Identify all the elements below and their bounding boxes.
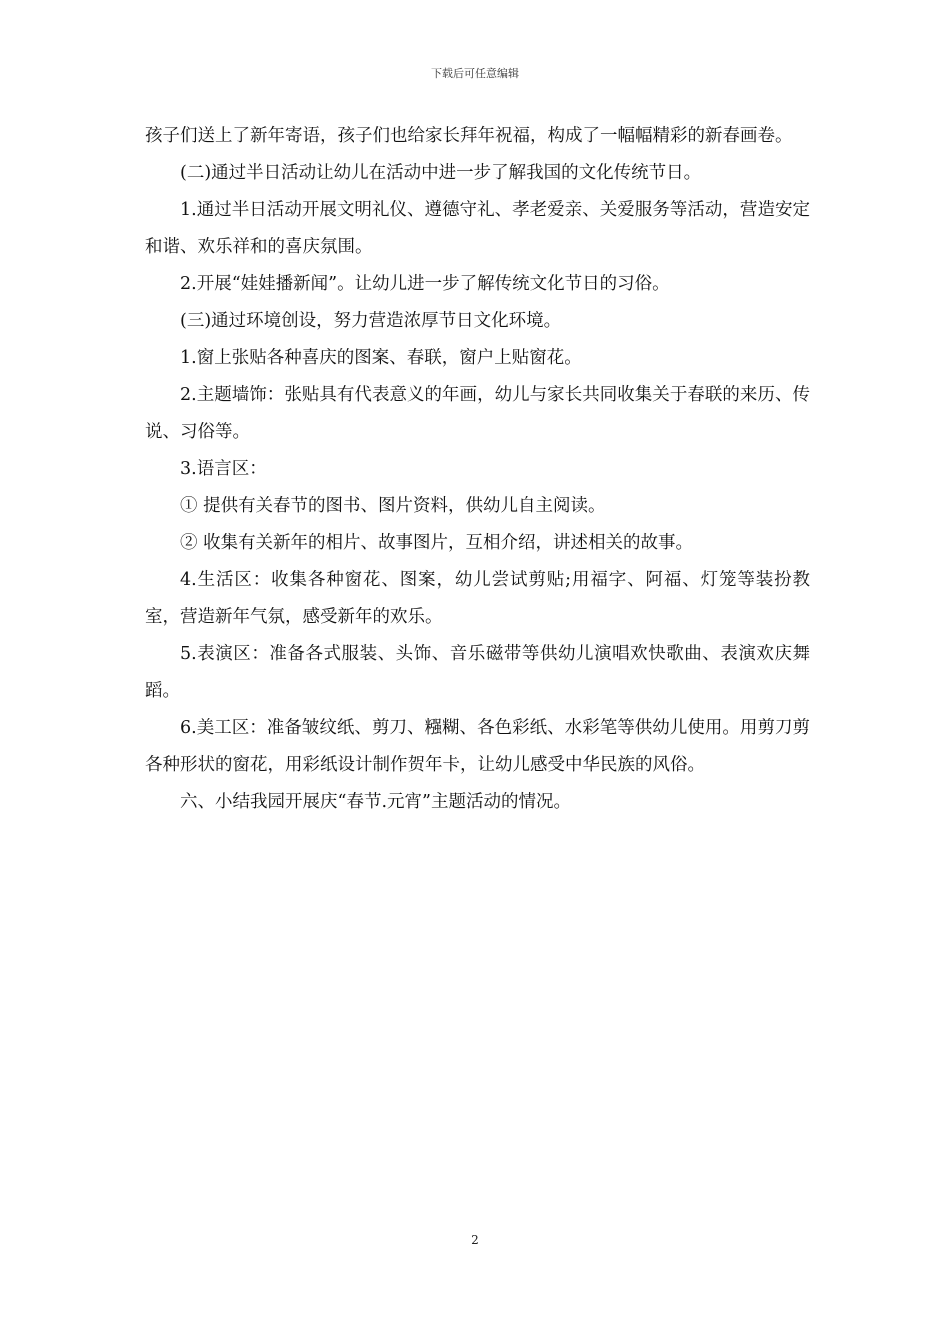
page-header: 下载后可任意编辑 bbox=[431, 67, 519, 80]
paragraph-10: ② 收集有关新年的相片、故事图片，互相介绍，讲述相关的故事。 bbox=[180, 533, 694, 553]
paragraph-2: (二)通过半日活动让幼儿在活动中进一步了解我国的文化传统节日。 bbox=[180, 163, 702, 183]
paragraph-1: 孩子们送上了新年寄语，孩子们也给家长拜年祝福，构成了一幅幅精彩的新春画卷。 bbox=[145, 126, 793, 146]
paragraph-8: 3.语言区： bbox=[180, 459, 267, 479]
page-number: 2 bbox=[471, 1233, 479, 1247]
paragraph-5: (三)通过环境创设，努力营造浓厚节日文化环境。 bbox=[180, 311, 562, 331]
paragraph-4: 2.开展“娃娃播新闻”。让幼儿进一步了解传统文化节日的习俗。 bbox=[180, 274, 670, 294]
paragraph-9: ① 提供有关春节的图书、图片资料，供幼儿自主阅读。 bbox=[180, 496, 606, 516]
paragraph-6: 1.窗上张贴各种喜庆的图案、春联，窗户上贴窗花。 bbox=[180, 348, 582, 368]
paragraph-7: 2.主题墙饰：张贴具有代表意义的年画，幼儿与家长共同收集关于春联的来历、传说、习俗等。 bbox=[145, 385, 810, 442]
paragraph-3: 1.通过半日活动开展文明礼仪、遵德守礼、孝老爱亲、关爱服务等活动，营造安定和谐、欢乐祥和的喜庆氛围。 bbox=[145, 200, 810, 257]
paragraph-12: 5.表演区：准备各式服装、头饰、音乐磁带等供幼儿演唱欢快歌曲、表演欢庆舞蹈。 bbox=[145, 644, 810, 701]
document-body bbox=[145, 118, 810, 821]
paragraph-11: 4.生活区：收集各种窗花、图案，幼儿尝试剪贴;用福字、阿福、灯笼等装扮教室，营造新年气氛，感受新年的欢乐。 bbox=[145, 570, 810, 627]
paragraph-13: 6.美工区：准备皱纹纸、剪刀、糨糊、各色彩纸、水彩笔等供幼儿使用。用剪刀剪各种形状的窗花，用彩纸设计制作贺年卡，让幼儿感受中华民族的风俗。 bbox=[145, 718, 810, 775]
paragraph-14: 六、小结我园开展庆“春节.元宵”主题活动的情况。 bbox=[180, 792, 571, 812]
